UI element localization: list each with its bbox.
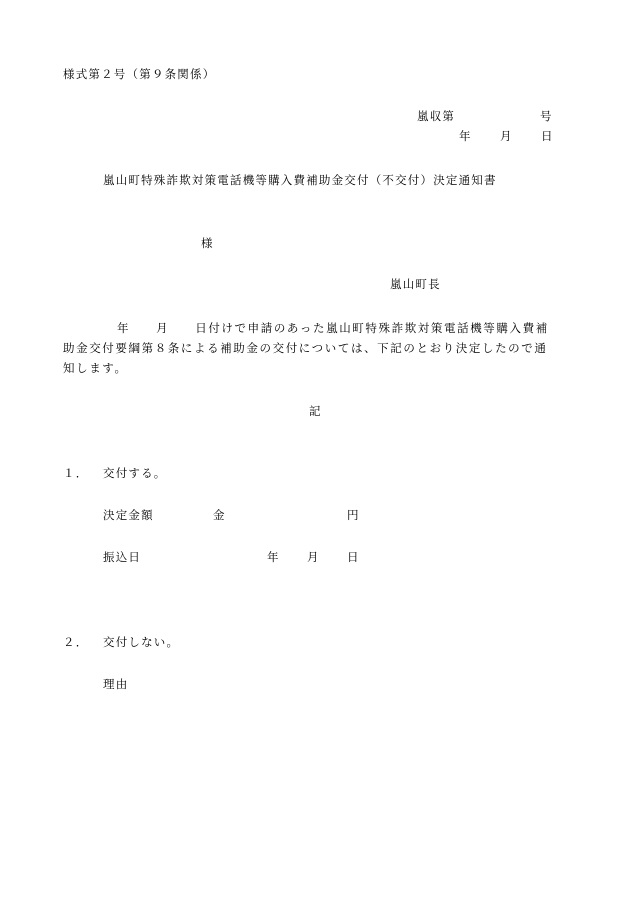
transfer-date-label: 振込日: [103, 550, 142, 564]
form-label: 様式第２号（第９条関係）: [63, 67, 216, 81]
item-1-text: 交付する。: [103, 466, 167, 480]
doc-number-label: 嵐収第: [417, 109, 456, 123]
date-day-label: 日: [541, 129, 554, 143]
item-2-number: ２．: [63, 635, 89, 649]
transfer-year-label: 年: [267, 550, 280, 564]
body-line-2: 助金交付要綱第８条による補助金の交付については、下記のとおり決定したので通: [63, 341, 548, 355]
item-2-text: 交付しない。: [103, 635, 180, 649]
ki-heading: 記: [309, 404, 322, 418]
body-line-1-text: 日付けで申請のあった嵐山町特殊詐欺対策電話機等購入費補: [195, 321, 549, 335]
body-month-label: 月: [156, 321, 170, 335]
body-line-1: [63, 321, 549, 335]
amount-kin: 金: [213, 508, 226, 522]
issuer-name: 嵐山町長: [390, 277, 441, 291]
date-year-label: 年: [459, 129, 472, 143]
document-title: 嵐山町特殊詐欺対策電話機等購入費補助金交付（不交付）決定通知書: [103, 173, 497, 187]
date-month-label: 月: [500, 129, 513, 143]
body-year-label: 年: [117, 321, 131, 335]
transfer-day-label: 日: [347, 550, 360, 564]
reason-label: 理由: [103, 677, 129, 691]
amount-yen: 円: [347, 508, 360, 522]
transfer-month-label: 月: [307, 550, 320, 564]
item-1-number: １．: [63, 466, 89, 480]
body-line-3: 知します。: [63, 361, 128, 375]
recipient-honorific: 様: [201, 236, 214, 250]
amount-label: 決定金額: [103, 508, 154, 522]
doc-number-suffix: 号: [540, 109, 553, 123]
